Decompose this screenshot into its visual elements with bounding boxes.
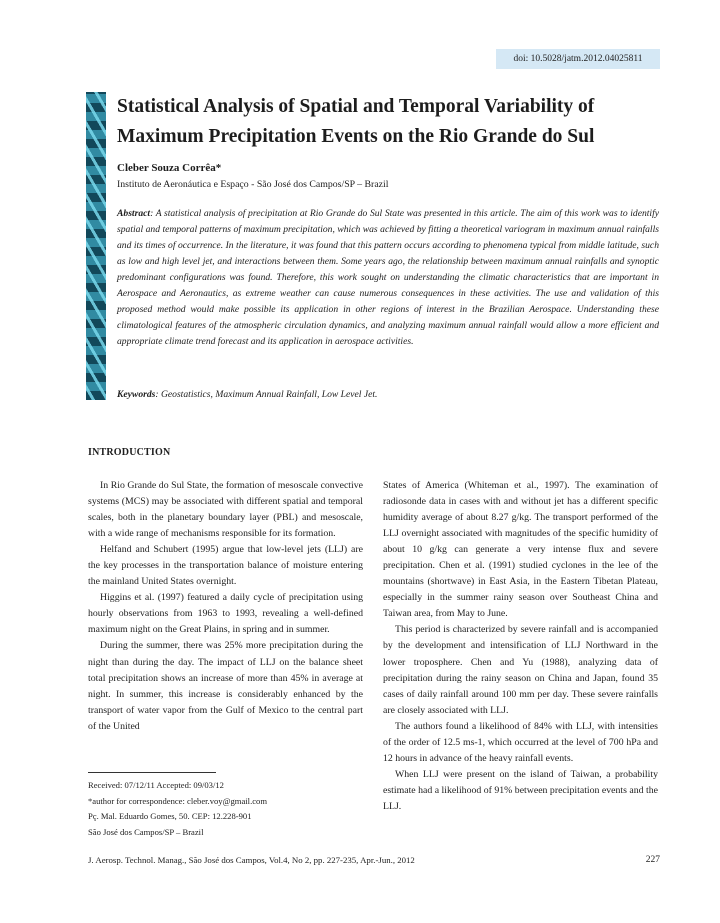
footnote-city: São José dos Campos/SP – Brazil [88, 826, 204, 837]
journal-citation: J. Aerosp. Technol. Manag., São José dos Campos, Vol.4, No 2, pp. 227-235, Apr.-Jun., 2012 [88, 855, 415, 865]
section-heading: INTRODUCTION [88, 447, 171, 458]
footnote-divider [88, 772, 216, 773]
paragraph: The authors found a likelihood of 84% with LLJ, with intensities of the order of 12.5 ms-1, which occurred at the level of 700 hPa and 12 hours in advance of the heavy rainfall events. [383, 720, 658, 764]
article-title: Statistical Analysis of Spatial and Temporal Variability of Maximum Precipitation Events on the Rio Grande do Sul [117, 96, 595, 147]
footnotes [88, 778, 267, 840]
abstract [117, 206, 659, 350]
decorative-pattern-bar [86, 92, 106, 400]
footnote-received: Received: 07/12/11 Accepted: 09/03/12 [88, 780, 224, 790]
doi-badge[interactable]: doi: 10.5028/jatm.2012.04025811 [496, 49, 660, 69]
paragraph: Higgins et al. (1997) featured a daily cycle of precipitation using hourly observations from 1963 to 1993, revealing a well-defined maximum night on the Great Plains, in spring and in summer. [88, 592, 363, 636]
body-column-right [383, 478, 658, 815]
paragraph: When LLJ were present on the island of Taiwan, a probability estimate had a likelihood of 91% between precipitation events and the LLJ. [383, 768, 658, 812]
page-number: 227 [645, 855, 660, 865]
footnote-address: Pç. Mal. Eduardo Gomes, 50. CEP: 12.228-901 [88, 811, 252, 821]
body-column-left [88, 478, 363, 735]
keywords-label: Keywords [117, 389, 156, 400]
page-footer [88, 855, 660, 865]
author-name: Cleber Souza Corrêa* [117, 162, 222, 174]
author-affiliation: Instituto de Aeronáutica e Espaço - São José dos Campos/SP – Brazil [117, 179, 389, 190]
keywords [117, 389, 377, 400]
paragraph: Helfand and Schubert (1995) argue that low-level jets (LLJ) are the key processes in the transportation balance of moisture entering the mainland United States overnight. [88, 544, 363, 588]
paragraph: In Rio Grande do Sul State, the formation of mesoscale convective systems (MCS) may be associated with different spatial and temporal scales, both in the planetary boundary layer (PBL) and mesoscale, with a wide range of mechanisms responsible for its formation. [88, 480, 363, 540]
abstract-text: : A statistical analysis of precipitation at Rio Grande do Sul State was presented in this article. The aim of this work was to identify spatial and temporal patterns of maximum precipitation, which was achieved by fitting a theoretical variogram in maximum annual rainfalls and its times of occurrence. In the literature, it was found that this pattern occurs according to phenomena typical from middle latitude, such as low and high level jet, and interactions between them. Some years ago, the relationship between maximum annual rainfalls and synoptic predominant configurations was found. Therefore, this work sought on understanding the climatic characteristics that are important in Aerospace and Aeronautics, as extreme weather can cause numerous consequences in these activities. The use and validation of this proposed method would make possible its application in other regions of interest in the Brazilian Aerospace. Understanding these climatological features of the atmospheric circulation dynamics, and analyzing maximum annual rainfall would allow a more efficient and appropriate climate trend forecast and its application in aerospace activities. [117, 208, 659, 347]
abstract-label: Abstract [117, 208, 151, 219]
paragraph: This period is characterized by severe rainfall and is accompanied by the development and intensification of LLJ Northward in the lower troposphere. Chen and Yu (1988), analyzing data of precipitation during the rainy season on China and Japan, found 35 cases of daily rainfall around 100 mm per day. These severe rainfalls are closely associated with LLJ. [383, 624, 658, 716]
keywords-text: : Geostatistics, Maximum Annual Rainfall, Low Level Jet. [155, 389, 378, 400]
paragraph: States of America (Whiteman et al., 1997). The examination of radiosonde data in cases with and without jet has a different specific humidity average of about 8.27 g/kg. The transport performed of the LLJ overnight associated with magnitudes of the specific humidity of about 10 g/kg can generate a very intense flux and severe precipitation. Chen et al. (1991) studied cyclones in the lee of the mountains (shortwave) in East Asia, in the Eastern Tibetan Plateau, especially in the summer rainy season over Southeast China and Taiwan area, from May to June. [383, 480, 658, 620]
paragraph: During the summer, there was 25% more precipitation during the night than during the day. The impact of LLJ on the balance sheet total precipitation shows an increase of more than 45% in average at night. In summer, this increase is considerably enhanced by the transport of water vapor from the Gulf of Mexico to the central part of the United [88, 640, 363, 732]
footnote-correspondence[interactable]: *author for correspondence: cleber.voy@gmail.com [88, 795, 268, 806]
